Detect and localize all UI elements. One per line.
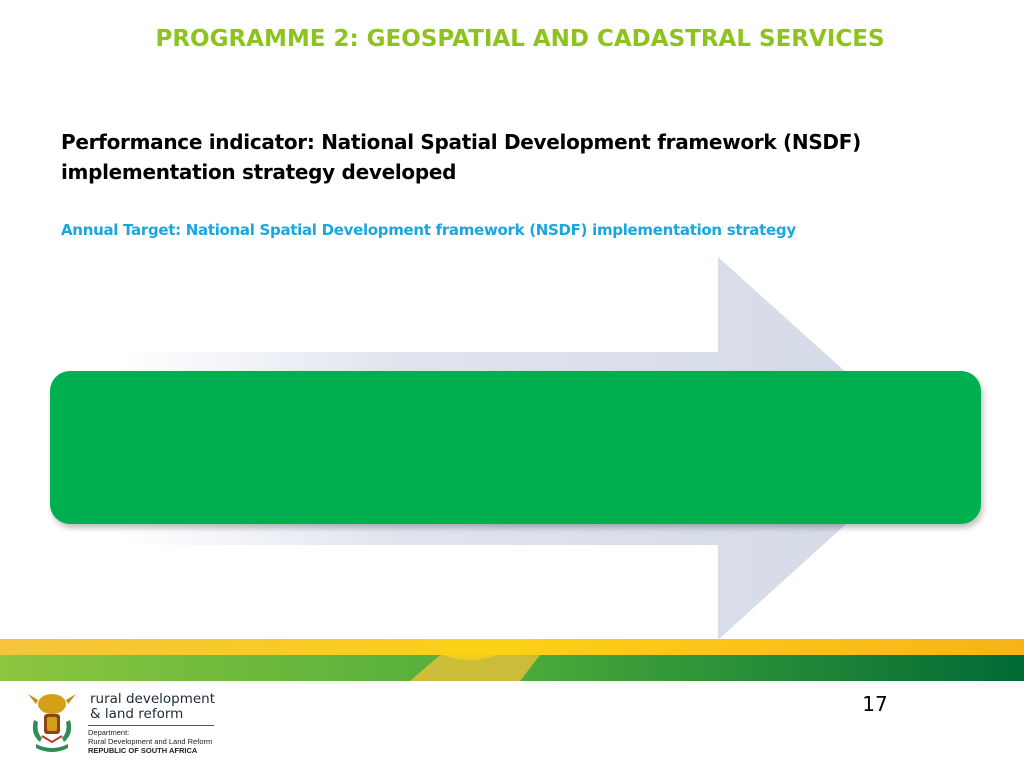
dept-label: Department: xyxy=(88,728,130,737)
slide-title: PROGRAMME 2: GEOSPATIAL AND CADASTRAL SERVICES xyxy=(155,26,885,52)
logo-brand-text: rural development & land reform xyxy=(90,691,216,722)
performance-indicator: Performance indicator: National Spatial Development framework (NSDF) implementation strategy developed xyxy=(61,130,861,184)
logo-department-text xyxy=(88,728,212,755)
department-logo xyxy=(24,690,224,760)
target-content-box xyxy=(50,371,981,524)
country-name: REPUBLIC OF SOUTH AFRICA xyxy=(88,746,198,755)
dept-name: Rural Development and Land Reform xyxy=(88,737,213,746)
annual-target: Annual Target: National Spatial Development framework (NSDF) implementation strategy xyxy=(61,221,796,239)
footer-band xyxy=(0,630,1024,682)
logo-divider xyxy=(88,725,214,726)
coat-of-arms-icon xyxy=(24,690,80,760)
page-number: 17 xyxy=(862,692,888,716)
